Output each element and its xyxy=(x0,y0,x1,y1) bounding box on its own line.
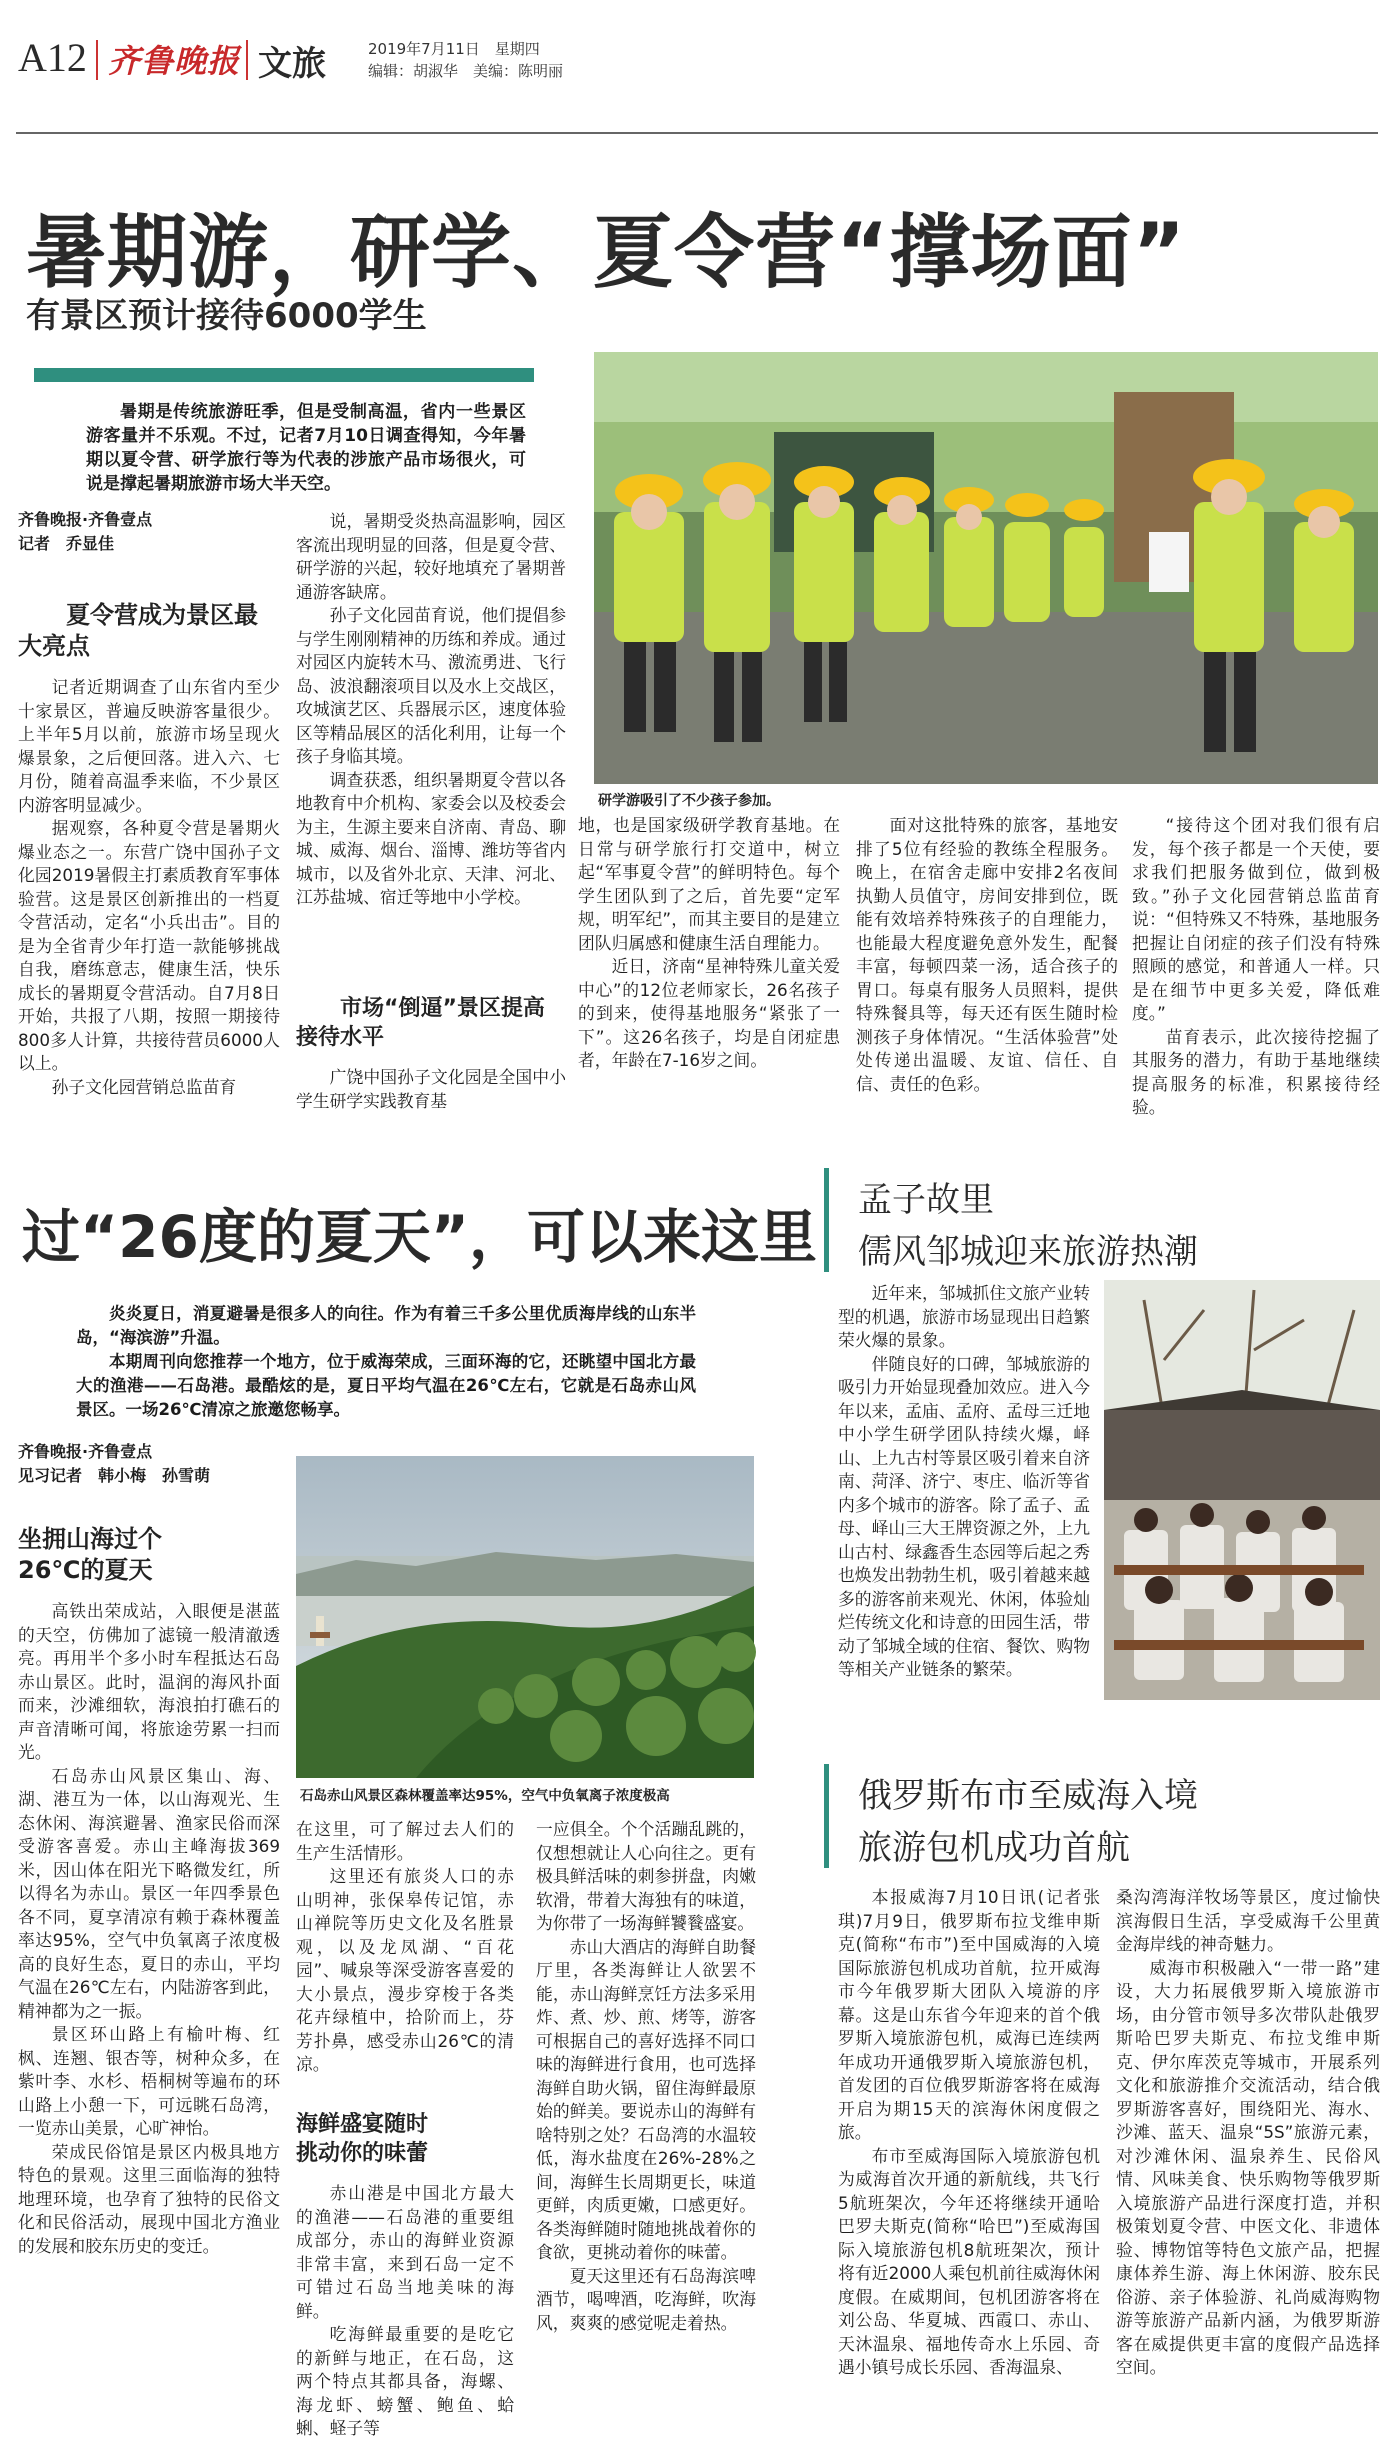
byline-reporter: 记者 乔显佳 xyxy=(18,534,115,553)
headline: 过“26度的夏天”，可以来这里 xyxy=(22,1203,817,1271)
heading-text: 坐拥山海过个26℃的夏天 xyxy=(18,1525,162,1584)
text-column: 桑沟湾海洋牧场等景区，度过愉快滨海假日生活，享受威海千公里黄金海岸线的神奇魅力。 威海市积极融入“一带一路”建设，大力拓展俄罗斯入境旅游市场，由分管市领导多次带队赴俄罗斯哈巴罗夫斯克、布拉戈维申斯克、伊尔库茨克等城市，开展系列文化和旅游推介交流活动，结合俄罗斯游客喜好，围绕阳光、海水、沙滩、蓝天、温泉“5S”旅游元素，对沙滩休闲、温泉养生、民俗风情、风味美食、快乐购物等俄罗斯入境旅游产品进行深度打造，并积极策划夏令营、中医文化、非遗体验、博物馆等特色文旅产品，把握康体养生游、海上休闲游、胶东民俗游、亲子体验游、礼尚威海购物游等旅游产品新内涵，为俄罗斯游客在威提供更丰富的度假产品选择空间。 xyxy=(1116,1887,1380,2377)
divider xyxy=(96,40,98,80)
photo-caption: 研学游吸引了不少孩子参加。 xyxy=(598,793,780,809)
section-heading xyxy=(18,1524,278,1586)
section-heading xyxy=(18,600,278,662)
masthead-rule xyxy=(16,132,1378,134)
byline-reporter: 见习记者 韩小梅 孙雪萌 xyxy=(18,1466,211,1485)
text-column: 赤山港是中国北方最大的渔港——石岛港的重要组成部分，赤山的海鲜业资源非常丰富，来到石岛一定不可错过石岛当地美味的海鲜。 吃海鲜最重要的是吃它的新鲜与地正，在石岛，这两个特点其都具备，海螺、海龙虾、螃蟹、鲍鱼、蛤蜊、蛏子等 xyxy=(296,2183,514,2438)
section-heading xyxy=(296,994,566,1052)
photo-students-yellow-caps xyxy=(594,352,1378,784)
headline: 旅游包机成功首航 xyxy=(858,1828,1130,1868)
subheadline: 有景区预计接待6000学生 xyxy=(26,296,427,336)
byline-source: 齐鲁晚报·齐鲁壹点 xyxy=(18,510,153,529)
headline: 孟子故里 xyxy=(858,1180,994,1220)
text-column: 广饶中国孙子文化园是全国中小学生研学实践教育基 xyxy=(296,1067,566,1111)
section-title: 文旅 xyxy=(258,44,326,84)
headline: 俄罗斯布市至威海入境 xyxy=(858,1776,1198,1816)
headline: 儒风邹城迎来旅游热潮 xyxy=(858,1232,1198,1272)
text-column: 在这里，可了解过去人们的生产生活情形。 这里还有旅炎人口的赤山明神，张保皋传记馆，赤山禅院等历史文化及名胜景观，以及龙凤湖、“百花园”、喊泉等深受游客喜爱的大小景点，漫步穿梭于各类花卉绿植中，拾阶而上，芬芳扑鼻，感受赤山26℃的清凉。 xyxy=(296,1819,514,2074)
lead-paragraph: 暑期是传统旅游旺季，但是受制高温，省内一些景区游客量并不乐观。不过，记者7月10日调查得知，今年暑期以夏令营、研学旅行等为代表的涉旅产品市场很火，可说是撑起暑期旅游市场大半天空。 xyxy=(86,402,526,494)
text-column: 面对这批特殊的旅客，基地安排了5位有经验的教练全程服务。晚上，在宿舍走廊中安排2名夜间执勤人员值守，房间安排到位，既能有效培养特殊孩子的自理能力，也能最大程度避免意外发生，配餐丰富，每顿四菜一汤，适合孩子的胃口。每桌有服务人员照料，提供特殊餐具等，每天还有医生随时检测孩子身体情况。“生活体验营”处处传递出温暖、友谊、信任、自信、责任的色彩。 xyxy=(856,815,1118,1094)
accent-bar xyxy=(34,368,534,382)
editors: 编辑：胡淑华 美编：陈明丽 xyxy=(368,62,564,80)
issue-date: 2019年7月11日 星期四 xyxy=(368,40,540,58)
text-column: 本报威海7月10日讯(记者张琪)7月9日，俄罗斯布拉戈维申斯克(简称“布市”)至中国威海的入境国际旅游包机成功首航，拉开威海市今年俄罗斯大团队入境游的序幕。这是山东省今年迎来的首个俄罗斯入境旅游包机，威海已连续两年成功开通俄罗斯入境旅游包机，首发团的百位俄罗斯游客将在威海开启为期15天的滨海休闲度假之旅。 布市至威海国际入境旅游包机为威海首次开通的新航线，共飞行5航班架次，今年还将继续开通哈巴罗夫斯克(简称“哈巴”)至威海国际入境旅游包机8航班架次，预计将有近2000人乘包机前往威海休闲度假。在威期间，包机团游客将在刘公岛、华夏城、西霞口、赤山、天沐温泉、福地传奇水上乐园、奇遇小镇号成长乐园、香海温泉、 xyxy=(838,1887,1100,2377)
text-column: “接待这个团对我们很有启发，每个孩子都是一个天使，要求我们把服务做到位，做到极致。”孙子文化园营销总监苗育说：“但特殊又不特殊，基地服务把握让自闭症的孩子们没有特殊照顾的感觉，和普通人一样。只是在细节中更多关爱，降低难度。” 苗育表示，此次接待挖掘了其服务的潜力，有助于基地继续提高服务的标准，积累接待经验。 xyxy=(1132,815,1380,1117)
photo-mencius-temple-students xyxy=(1104,1280,1380,1700)
headline: 暑期游，研学、夏令营“撑场面” xyxy=(26,206,1187,299)
page-number: A12 xyxy=(18,35,87,80)
photo-caption: 石岛赤山风景区森林覆盖率达95%，空气中负氧离子浓度极高 xyxy=(300,1788,670,1804)
photo-chishan-scenic-area xyxy=(296,1456,754,1778)
heading-text: 海鲜盛宴随时挑动你的味蕾 xyxy=(296,2112,429,2166)
byline-source: 齐鲁晚报·齐鲁壹点 xyxy=(18,1442,153,1461)
text-column: 说，暑期受炎热高温影响，园区客流出现明显的回落，但是夏令营、研学游的兴起，较好地填充了暑期普通游客缺席。 孙子文化园苗育说，他们提倡参与学生刚刚精神的历练和养成。通过对园区内旋转木马、激流勇进、飞行岛、波浪翻滚项目以及水上交战区，攻城演艺区、兵器展示区，速度体验区等精品展区的活化利用，让每一个孩子身临其境。 调查获悉，组织暑期夏令营以各地教育中介机构、家委会以及校委会为主，生源主要来自济南、青岛、聊城、威海、烟台、淄博、潍坊等省内城市，以及省外北京、天津、河北、江苏盐城、宿迁等地中小学校。 xyxy=(296,511,566,907)
text-column: 高铁出荣成站，入眼便是湛蓝的天空，仿佛加了滤镜一般清澈透亮。再用半个多小时车程抵达石岛赤山景区。此时，温润的海风扑面而来，沙滩细软，海浪拍打礁石的声音清晰可闻，将旅途劳累一扫而光。 石岛赤山风景区集山、海、湖、港互为一体，以山海观光、生态休闲、海滨避暑、渔家民俗而深受游客喜爱。赤山主峰海拔369米，因山体在阳光下略微发红，所以得名为赤山。景区一年四季景色各不同，夏享清凉有赖于森林覆盖率达95%，空气中负氧离子浓度极高的良好生态，夏日的赤山，平均气温在26℃左右，内陆游客到此，精神都为之一振。 景区环山路上有榆叶梅、红枫、连翘、银杏等，树种众多，在紫叶李、水杉、梧桐树等遍布的环山路上小憩一下，可远眺石岛湾，一览赤山美景，心旷神怡。 荣成民俗馆是景区内极具地方特色的景观。这里三面临海的独特地理环境，也孕育了独特的民俗文化和民俗活动，展现中国北方渔业的发展和胶东历史的变迁。 xyxy=(18,1601,280,2256)
paper-logo: 齐鲁晚报 xyxy=(108,42,241,80)
heading-text: 市场“倒逼”景区提高接待水平 xyxy=(296,996,545,1050)
accent-bar xyxy=(824,1764,829,1868)
lead-paragraph: 炎炎夏日，消夏避暑是很多人的向往。作为有着三千多公里优质海岸线的山东半岛，“海滨游”升温。 本期周刊向您推荐一个地方，位于威海荣成，三面环海的它，还眺望中国北方最大的渔港——石岛港。最酷炫的是，夏日平均气温在26℃左右，它就是石岛赤山风景区。一场26℃清凉之旅邀您畅享。 xyxy=(76,1304,696,1419)
text-column: 地，也是国家级研学教育基地。在日常与研学旅行打交道中，树立起“军事夏令营”的鲜明特色。每个学生团队到了之后，首先要“定军规，明军纪”，而其主要目的是建立团队归属感和健康生活自理能力。 近日，济南“星神特殊儿童关爱中心”的12位老师家长，26名孩子的到来，使得基地服务“紧张了一下”。这26名孩子，均是自闭症患者，年龄在7-16岁之间。 xyxy=(578,815,840,1070)
text-column: 一应俱全。个个活蹦乱跳的，仅想想就让人心向往之。更有极具鲜活味的刺参拼盘，肉嫩软滑，带着大海独有的味道，为你带了一场海鲜饕餮盛宴。 赤山大酒店的海鲜自助餐厅里，各类海鲜让人欲罢不能，赤山海鲜烹饪方法多采用炸、煮、炒、煎、烤等，游客可根据自己的喜好选择不同口味的海鲜进行食用，也可选择海鲜自助火锅，留住海鲜最原始的鲜美。要说赤山的海鲜有啥特别之处？石岛湾的水温较低，海水盐度在26%-28%之间，海鲜生长周期更长，味道更鲜，肉质更嫩，口感更好。各类海鲜随时随地挑战着你的食欲，更挑动着你的味蕾。 夏天这里还有石岛海滨啤酒节，喝啤酒，吃海鲜，吹海风，爽爽的感觉呢走着热。 xyxy=(536,1819,756,2333)
text-column: 记者近期调查了山东省内至少十家景区，普遍反映游客量很少。上半年5月以前，旅游市场呈现火爆景象，之后便回落。进入六、七月份，随着高温季来临，不少景区内游客明显减少。 据观察，各种夏令营是暑期火爆业态之一。东营广饶中国孙子文化园2019暑假主打素质教育军事体验营。这是景区创新推出的一档夏令营活动，定名“小兵出击”。目的是为全省青少年打造一款能够挑战自我，磨练意志，健康生活，快乐成长的暑期夏令营活动。自7月8日开始，共报了八期，按照一期接待800多人计算，共接待营员6000人以上。 孙子文化园营销总监苗育 xyxy=(18,677,280,1097)
section-heading xyxy=(296,2110,516,2168)
heading-text: 夏令营成为景区最大亮点 xyxy=(18,601,258,660)
text-column: 近年来，邹城抓住文旅产业转型的机遇，旅游市场显现出日趋繁荣火爆的景象。 伴随良好的口碑，邹城旅游的吸引力开始显现叠加效应。进入今年以来，孟庙、孟府、孟母三迁地中小学生研学团队持续火爆，峄山、上九古村等景区吸引着来自济南、菏泽、济宁、枣庄、临沂等省内多个城市的游客。除了孟子、孟母、峄山三大王牌资源之外，上九山古村、绿鑫香生态园等后起之秀也焕发出勃勃生机，吸引着越来越多的游客前来观光、休闲，体验灿烂传统文化和诗意的田园生活，带动了邹城全域的住宿、餐饮、购物等相关产业链条的繁荣。 xyxy=(838,1283,1090,1679)
accent-bar xyxy=(824,1168,829,1272)
divider xyxy=(246,40,248,80)
